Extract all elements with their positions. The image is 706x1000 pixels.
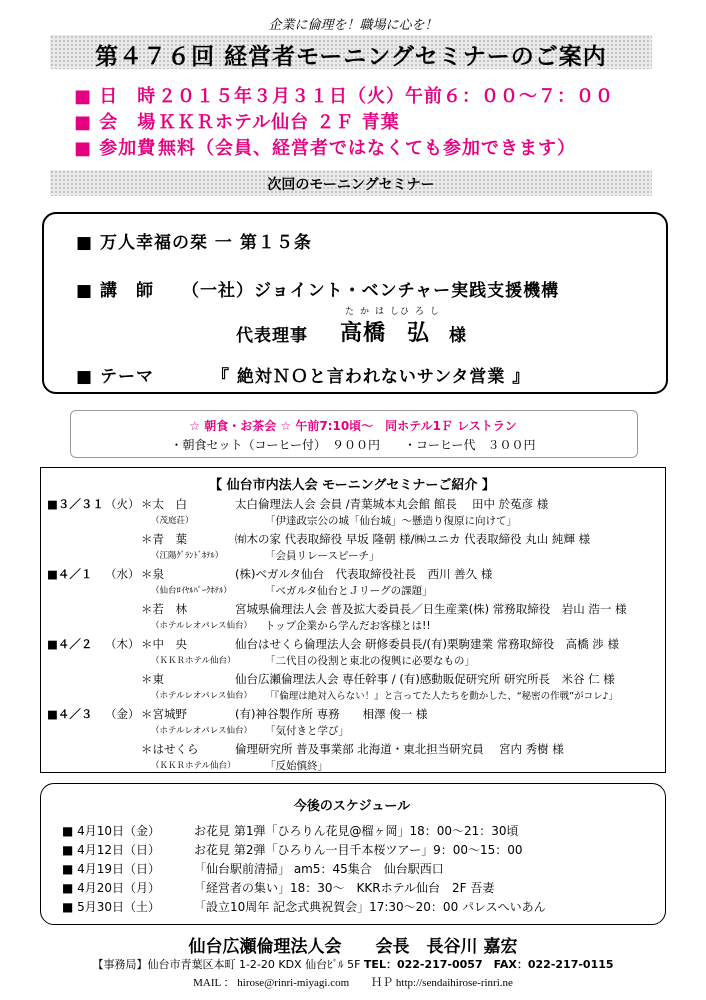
intro-entry-row [141, 671, 615, 687]
intro-day-row [47, 706, 427, 722]
branch-name: ＊中 央 [141, 637, 187, 651]
branch-venue: （茂庭荘） [151, 516, 194, 526]
schedule-text: 「仙台駅前清掃」 am5：45集合 仙台駅西口 [194, 862, 444, 876]
talk-title: 「二代目の役割と東北の復興に必要なもの」 [265, 655, 475, 667]
intro-day-row [47, 496, 548, 512]
schedule-item [62, 841, 523, 858]
breakfast-line-2: ・朝食セット（コーヒー付） ９００円 ・コーヒー代 ３００円 [170, 438, 536, 452]
event-venue-label: ■ 会 場 [74, 112, 157, 133]
branch-name: ＊はせくら [141, 742, 199, 756]
speaker-detail: 宮城県倫理法人会 普及拡大委員長／日生産業(株) 常務取締役 岩山 浩一 様 [235, 602, 627, 616]
intro-weekday: （金） [105, 707, 140, 721]
contact-mail: MAIL ： hirose@rinri-miyagi.com ＨＰ http://sendaihirose-rinri.ne [193, 977, 513, 989]
lecturer-given-name: 弘 [407, 321, 431, 346]
branch-venue: （ホテルレオパレス仙台） [151, 691, 252, 701]
schedule-item [62, 879, 494, 896]
phone-fax: TEL：022-217-0057 FAX：022-217-0115 [363, 958, 614, 971]
intro-weekday: （火） [105, 497, 140, 511]
organization-name: 仙台広瀬倫理法人会 会長 長谷川 嘉宏 [188, 937, 518, 957]
branch-venue: （ホテルレオパレス仙台） [151, 726, 252, 736]
page-title: 第４７６回 経営者モーニングセミナーのご案内 [95, 44, 607, 70]
branch-name: ＊泉 [141, 567, 164, 581]
schedule-text: 「経営者の集い」18：30～ KKRホテル仙台 2F 吾妻 [194, 881, 495, 895]
branch-name: ＊青 葉 [141, 532, 187, 546]
branch-venue: （ホテルレオパレス仙台） [151, 621, 252, 631]
speaker-detail: 倫理研究所 普及事業部 北海道・東北担当研究員 宮内 秀樹 様 [235, 742, 564, 756]
schedule-item [62, 898, 546, 915]
speaker-detail: 太白倫理法人会 会員 /青葉城本丸会館 館長 田中 於菟彦 様 [235, 497, 549, 511]
event-venue [74, 108, 400, 134]
lecturer-ruby-given: ひろし [400, 307, 446, 317]
branch-name: ＊宮城野 [141, 707, 187, 721]
event-fee-label: ■ 参加費 [74, 138, 157, 159]
talk-title: 「反始慎終」 [265, 760, 328, 772]
seminar-topic: ■ 万人幸福の栞 一 第１５条 [76, 233, 312, 253]
intro-weekday: （木） [105, 637, 140, 651]
talk-title: 「気付きと学び」 [265, 725, 349, 737]
lecturer-suffix: 様 [449, 326, 467, 346]
event-date-label: ■ 日 時 [74, 86, 157, 107]
event-date [74, 82, 614, 108]
branch-name: ＊東 [141, 672, 164, 686]
branch-name: ＊太 白 [141, 497, 187, 511]
talk-title: 「ベガルタ仙台とＪリーグの課題」 [265, 585, 433, 597]
schedule-text: 「設立10周年 記念式典祝賀会」17:30～20：00 パレスへいあん [194, 900, 546, 914]
talk-title: 「会員リレースピーチ」 [265, 550, 380, 562]
talk-title: 「『倫理は絶対入らない！』と言ってた人たちを動かした、“秘密の作戦”がコレ♪」 [265, 691, 619, 702]
intro-day-row [47, 566, 492, 582]
lecturer-label: ■ 講 師 [76, 281, 154, 301]
lecturer-family-name: 高橋 [340, 321, 387, 346]
schedule-date: ■ 5月30日（土） [62, 900, 161, 914]
speaker-detail: (株)ベガルタ仙台 代表取締役社長 西川 善久 様 [235, 567, 493, 581]
theme-value: 『 絶対ＮＯと言われないサンタ営業 』 [212, 367, 531, 387]
speaker-detail: (有)神谷製作所 専務 相澤 俊一 様 [235, 707, 428, 721]
schedule-item [62, 860, 444, 877]
schedule-item [62, 822, 519, 839]
lecturer-org: （一社）ジョイント・ベンチャー実践支援機構 [182, 281, 560, 301]
intro-day-row [47, 636, 619, 652]
talk-title: 「伊達政宗公の城「仙台城」～懸造り復原に向けて」 [265, 515, 517, 527]
branch-venue: （ＫＫＲホテル仙台） [151, 656, 236, 666]
schedule-date: ■ 4月12日（日） [62, 843, 161, 857]
intro-entry-row [141, 741, 564, 757]
intro-date: ■３／３１ [47, 497, 104, 511]
breakfast-line-1: ☆ 朝食・お茶会 ☆ 午前7:10頃～ 同ホテル1Ｆ レストラン [189, 419, 517, 433]
intro-date: ■４／２ [47, 637, 93, 651]
event-fee [74, 134, 576, 160]
schedule-text: お花見 第2弾「ひろりん一目千本桜ツアー」9：00～15：00 [194, 843, 523, 857]
theme-label: ■ テーマ [76, 367, 154, 387]
lecturer-role: 代表理事 [236, 326, 308, 346]
next-seminar-heading: 次回のモーニングセミナー [267, 177, 435, 193]
branch-venue: （江陽ｸﾞﾗﾝﾄﾞﾎﾃﾙ） [151, 551, 224, 561]
speaker-detail: 仙台はせくら倫理法人会 研修委員長/(有)栗駒建業 常務取締役 高橋 渉 様 [235, 637, 619, 651]
office-info [0, 956, 706, 972]
branch-name: ＊若 林 [141, 602, 187, 616]
speaker-detail: ㈲木の家 代表取締役 早坂 隆朝 様/㈱ユニカ 代表取締役 丸山 純輝 様 [235, 532, 591, 546]
schedule-date: ■ 4月20日（月） [62, 881, 161, 895]
event-date-value: ２０１５年３月３１日（火）午前６：００～７：００ [158, 86, 614, 107]
intro-entry-row [141, 601, 627, 617]
schedule-date: ■ 4月10日（金） [62, 824, 161, 838]
lecturer-ruby-family: たかはし [345, 307, 406, 317]
intro-date: ■４／３ [47, 707, 93, 721]
branch-venue: （ＫＫＲホテル仙台） [151, 761, 236, 771]
office-address: 【事務局】仙台市青葉区本町 1-2-20 KDX 仙台ﾋﾞﾙ 5F [92, 958, 361, 971]
talk-title: トップ企業から学んだお客様とは!! [265, 620, 431, 632]
intro-weekday: （水） [105, 567, 140, 581]
schedule-text: お花見 第1弾「ひろりん花見@榴ヶ岡」18：00～21：30頃 [194, 824, 519, 838]
schedule-date: ■ 4月19日（日） [62, 862, 161, 876]
event-venue-value: ＫＫＲホテル仙台 ２Ｆ 青葉 [158, 112, 400, 133]
schedule-heading: 今後のスケジュール [293, 799, 411, 814]
branch-venue: （仙台ﾛｲﾔﾙﾊﾟｰｸﾎﾃﾙ） [151, 586, 232, 596]
tagline: 企業に倫理を！職場に心を！ [268, 18, 438, 33]
intro-heading: 【 仙台市内法人会 モーニングセミナーご紹介 】 [209, 478, 495, 493]
event-fee-value: 無料（会員、経営者ではなくても参加できます） [158, 138, 576, 159]
speaker-detail: 仙台広瀬倫理法人会 専任幹事 / (有)感動販促研究所 研究所長 米谷 仁 様 [235, 672, 615, 686]
intro-date: ■４／１ [47, 567, 93, 581]
intro-entry-row [141, 531, 590, 547]
